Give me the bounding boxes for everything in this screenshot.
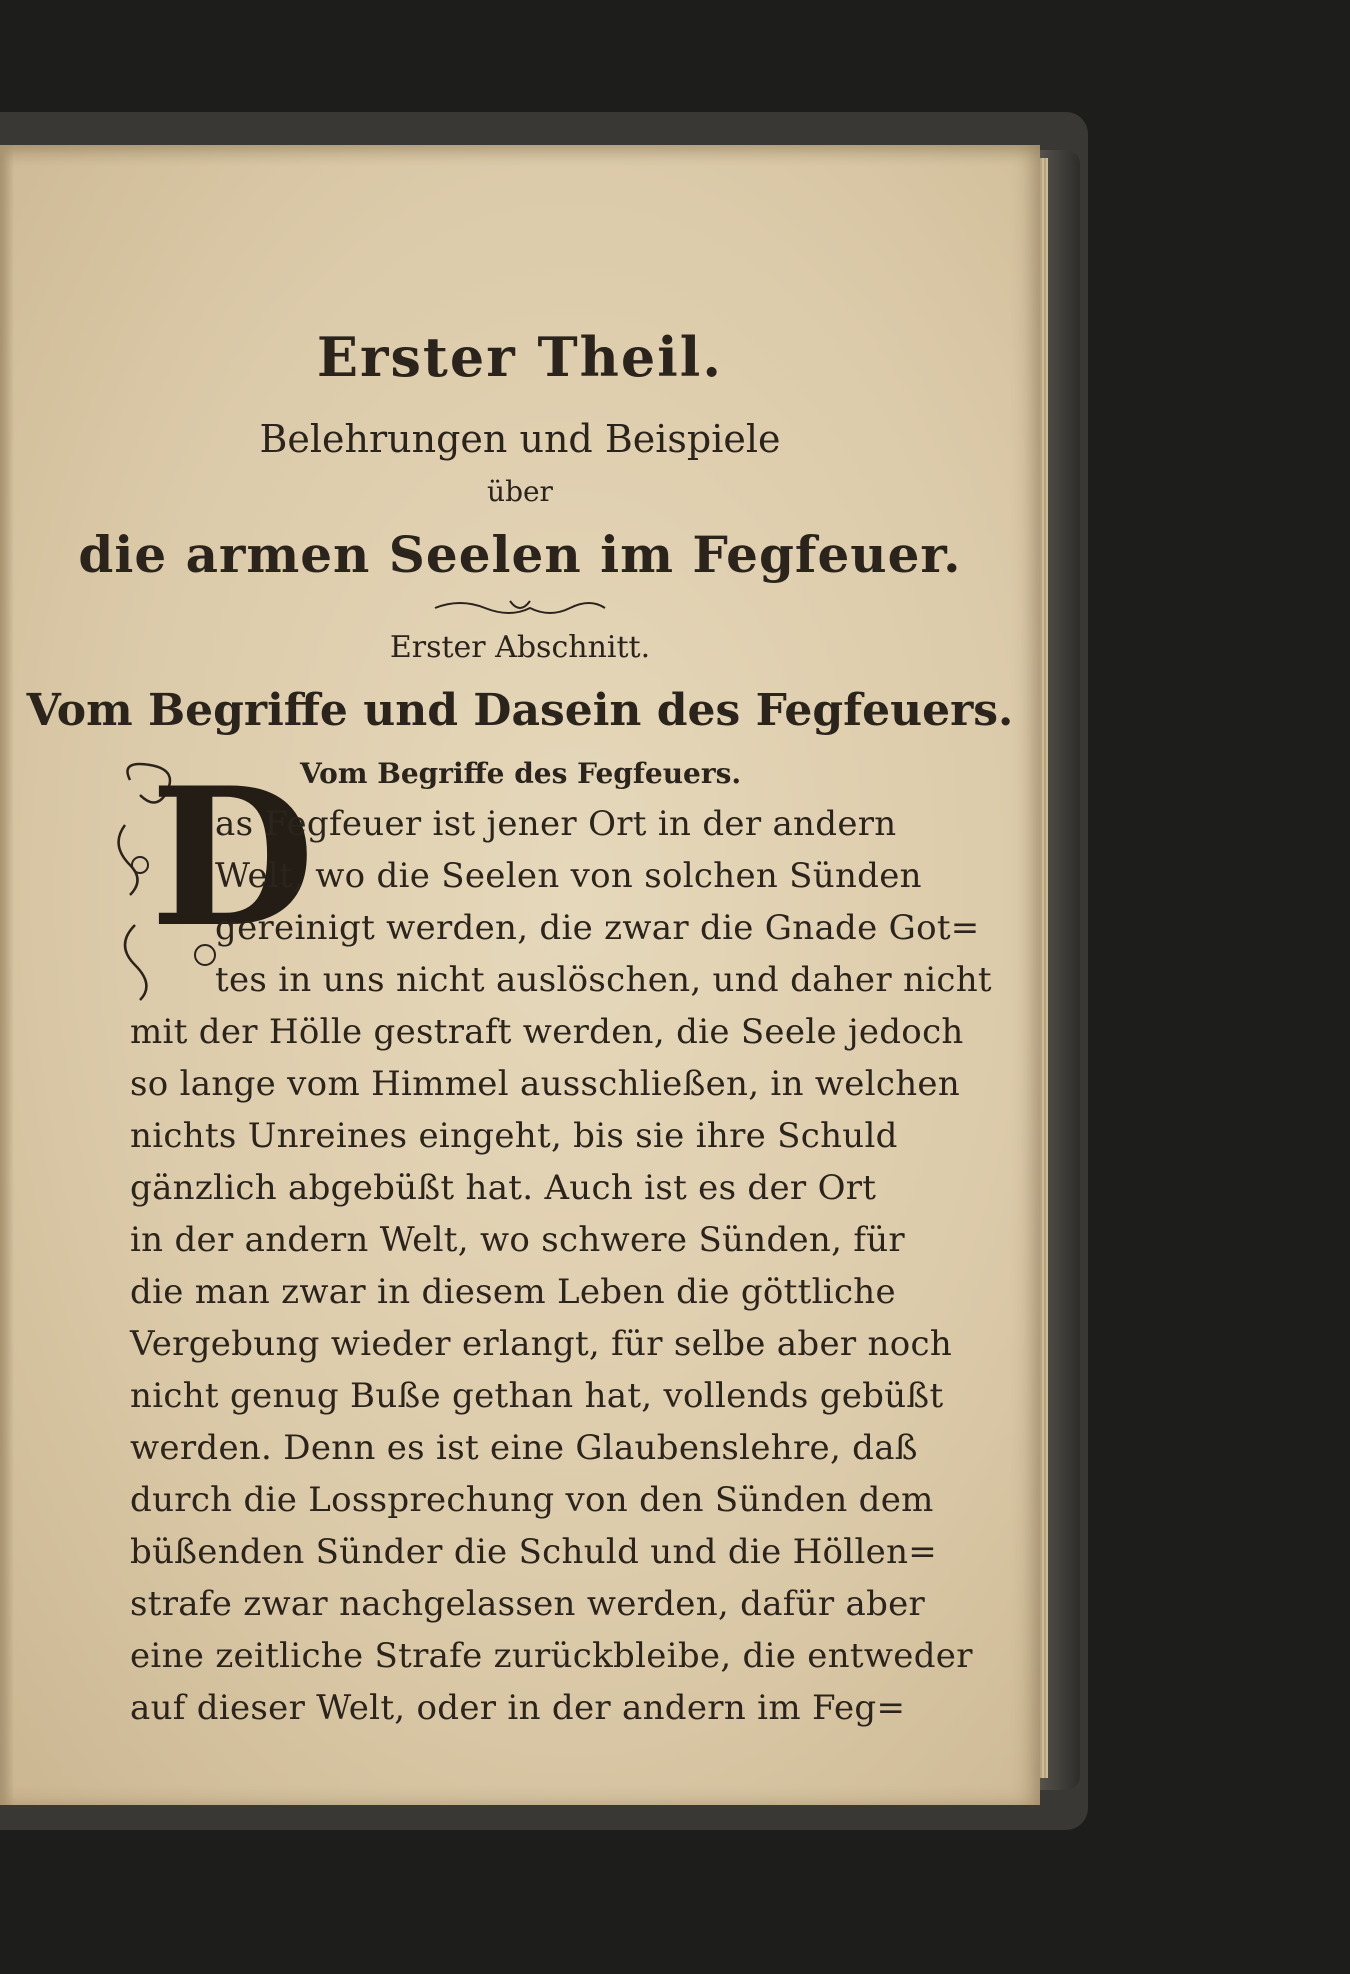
text-line: durch die Lossprechung von den Sünden dem <box>130 1480 934 1520</box>
text-line: tes in uns nicht auslöschen, und daher nicht <box>215 960 992 1000</box>
title-line-2: über <box>487 475 553 508</box>
text-line: strafe zwar nachgelassen werden, dafür aber <box>130 1584 926 1624</box>
text-line: büßenden Sünder die Schuld und die Höllen= <box>130 1532 938 1572</box>
decorated-initial <box>110 746 315 1015</box>
text-line: nicht genug Buße gethan hat, vollends gebüßt <box>130 1376 944 1416</box>
text-line: Vergebung wieder erlangt, für selbe aber noch <box>130 1324 953 1364</box>
text-line: gereinigt werden, die zwar die Gnade Got= <box>215 908 980 948</box>
text-line: in der andern Welt, wo schwere Sünden, für <box>130 1220 905 1260</box>
text-line: Welt, wo die Seelen von solchen Sünden <box>215 856 922 896</box>
subsection-heading: Vom Begriffe des Fegfeuers. <box>300 757 742 790</box>
initial-letter: D <box>150 746 315 969</box>
ornament-divider <box>430 593 610 623</box>
title-line-1: Belehrungen und Beispiele <box>259 417 781 461</box>
text-line: as Fegfeuer ist jener Ort in der andern <box>215 804 897 844</box>
text-line: so lange vom Himmel ausschließen, in welchen <box>130 1064 961 1104</box>
book-page <box>0 145 1040 1805</box>
text-line: gänzlich abgebüßt hat. Auch ist es der Ort <box>130 1168 877 1208</box>
text-line: auf dieser Welt, oder in der andern im Feg= <box>130 1688 906 1728</box>
title-line-3: die armen Seelen im Fegfeuer. <box>78 525 962 584</box>
text-line: werden. Denn es ist eine Glaubenslehre, daß <box>130 1428 918 1468</box>
text-line: nichts Unreines eingeht, bis sie ihre Schuld <box>130 1116 898 1156</box>
chapter-heading: Vom Begriffe und Dasein des Fegfeuers. <box>26 685 1014 736</box>
part-title: Erster Theil. <box>316 325 724 389</box>
section-heading: Erster Abschnitt. <box>389 630 651 665</box>
text-line: eine zeitliche Strafe zurückbleibe, die entweder <box>130 1636 973 1676</box>
page-text <box>0 145 1040 1805</box>
text-line: die man zwar in diesem Leben die göttliche <box>130 1272 896 1312</box>
text-line: mit der Hölle gestraft werden, die Seele jedoch <box>130 1012 964 1052</box>
